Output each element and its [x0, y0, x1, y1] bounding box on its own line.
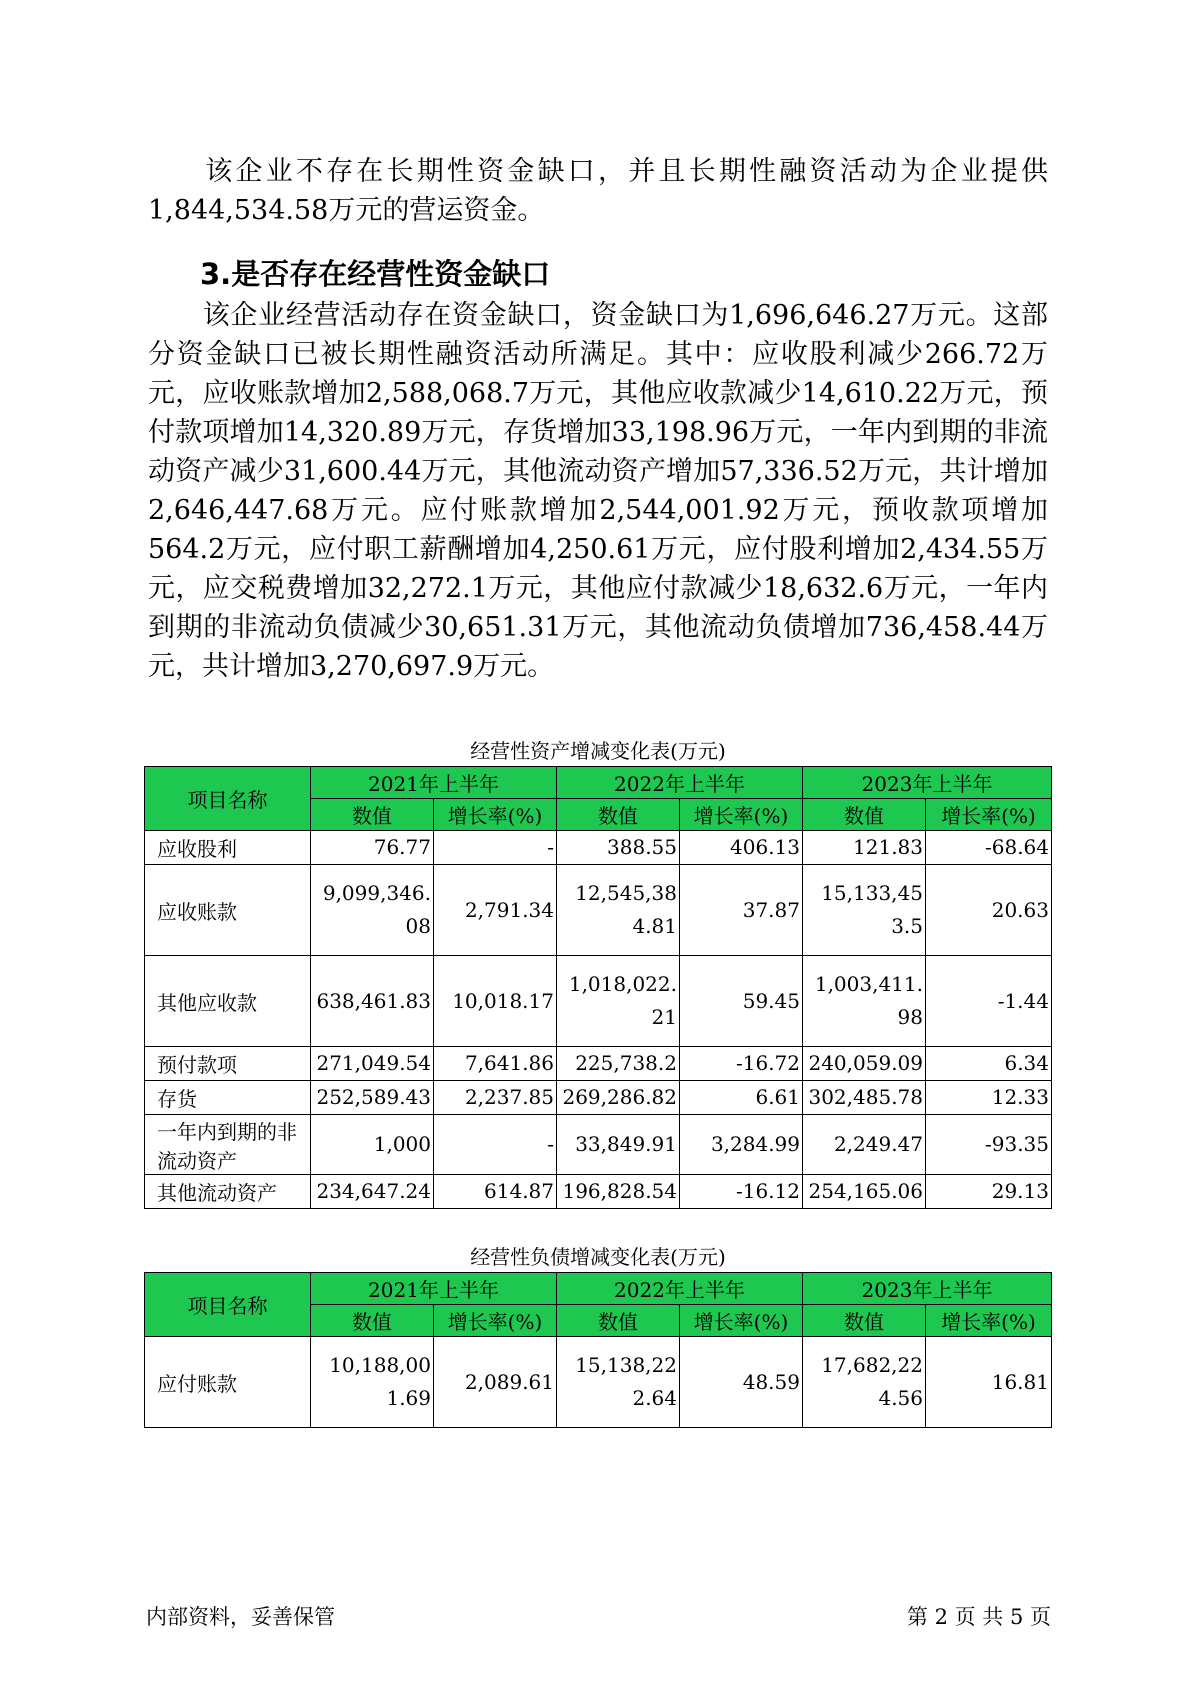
growth-cell: 20.63 — [926, 865, 1052, 956]
footer-confidential: 内部资料，妥善保管 — [146, 1605, 335, 1629]
value-cell: 302,485.78 — [803, 1081, 926, 1115]
growth-cell: 6.34 — [926, 1047, 1052, 1081]
asset-change-table — [144, 766, 1052, 1209]
col-header-value: 数值 — [557, 1305, 680, 1337]
growth-cell: 7,641.86 — [434, 1047, 557, 1081]
growth-cell: 614.87 — [434, 1175, 557, 1209]
col-header-value: 数值 — [557, 799, 680, 831]
growth-cell: -16.72 — [680, 1047, 803, 1081]
value-cell: 76.77 — [311, 831, 434, 865]
value-cell: 17,682,224.56 — [803, 1337, 926, 1428]
value-cell: 271,049.54 — [311, 1047, 434, 1081]
value-cell: 33,849.91 — [557, 1115, 680, 1175]
row-label: 其他应收款 — [145, 956, 311, 1047]
table-row — [145, 865, 1052, 956]
value-cell: 196,828.54 — [557, 1175, 680, 1209]
section-heading: 3.是否存在经营性资金缺口 — [200, 257, 551, 291]
growth-cell: 2,791.34 — [434, 865, 557, 956]
growth-cell: 16.81 — [926, 1337, 1052, 1428]
growth-cell: -1.44 — [926, 956, 1052, 1047]
row-label: 应收账款 — [145, 865, 311, 956]
growth-cell: 6.61 — [680, 1081, 803, 1115]
col-header-value: 数值 — [803, 799, 926, 831]
col-header-value: 数值 — [311, 1305, 434, 1337]
asset-table-caption: 经营性资产增减变化表(万元) — [470, 739, 726, 763]
paragraph-long-term-gap: 该企业不存在长期性资金缺口，并且长期性融资活动为企业提供1,844,534.58万元的营运资金。 — [148, 156, 1048, 226]
growth-cell: 59.45 — [680, 956, 803, 1047]
col-header-2021: 2021年上半年 — [311, 1273, 557, 1305]
col-header-value: 数值 — [803, 1305, 926, 1337]
value-cell: 234,647.24 — [311, 1175, 434, 1209]
table-row — [145, 831, 1052, 865]
liability-table-caption: 经营性负债增减变化表(万元) — [470, 1245, 726, 1269]
value-cell: 638,461.83 — [311, 956, 434, 1047]
value-cell: 15,138,222.64 — [557, 1337, 680, 1428]
value-cell: 388.55 — [557, 831, 680, 865]
growth-cell: -68.64 — [926, 831, 1052, 865]
row-label: 应付账款 — [145, 1337, 311, 1428]
value-cell: 15,133,453.5 — [803, 865, 926, 956]
growth-cell: 3,284.99 — [680, 1115, 803, 1175]
growth-cell: 2,089.61 — [434, 1337, 557, 1428]
growth-cell: 12.33 — [926, 1081, 1052, 1115]
growth-cell: -93.35 — [926, 1115, 1052, 1175]
col-header-growth: 增长率(%) — [434, 1305, 557, 1337]
value-cell: 2,249.47 — [803, 1115, 926, 1175]
row-label: 其他流动资产 — [145, 1175, 311, 1209]
col-header-2022: 2022年上半年 — [557, 767, 803, 799]
value-cell: 254,165.06 — [803, 1175, 926, 1209]
col-header-growth: 增长率(%) — [926, 799, 1052, 831]
growth-cell: 10,018.17 — [434, 956, 557, 1047]
growth-cell: - — [434, 831, 557, 865]
col-header-growth: 增长率(%) — [680, 1305, 803, 1337]
value-cell: 9,099,346.08 — [311, 865, 434, 956]
row-label: 应收股利 — [145, 831, 311, 865]
table-row — [145, 1175, 1052, 1209]
row-label: 一年内到期的非流动资产 — [145, 1115, 311, 1175]
growth-cell: 2,237.85 — [434, 1081, 557, 1115]
col-header-growth: 增长率(%) — [680, 799, 803, 831]
liability-change-table — [144, 1272, 1052, 1428]
table-row — [145, 956, 1052, 1047]
col-header-growth: 增长率(%) — [434, 799, 557, 831]
growth-cell: 29.13 — [926, 1175, 1052, 1209]
value-cell: 1,018,022.21 — [557, 956, 680, 1047]
col-header-2023: 2023年上半年 — [803, 1273, 1052, 1305]
growth-cell: - — [434, 1115, 557, 1175]
col-header-name: 项目名称 — [145, 767, 311, 831]
table-row — [145, 1337, 1052, 1428]
growth-cell: 48.59 — [680, 1337, 803, 1428]
growth-cell: 37.87 — [680, 865, 803, 956]
footer-page-number: 第 2 页 共 5 页 — [906, 1605, 1051, 1629]
row-label: 预付款项 — [145, 1047, 311, 1081]
col-header-name: 项目名称 — [145, 1273, 311, 1337]
value-cell: 1,000 — [311, 1115, 434, 1175]
table-row — [145, 1047, 1052, 1081]
col-header-2021: 2021年上半年 — [311, 767, 557, 799]
table-row — [145, 1081, 1052, 1115]
col-header-2022: 2022年上半年 — [557, 1273, 803, 1305]
col-header-2023: 2023年上半年 — [803, 767, 1052, 799]
value-cell: 225,738.2 — [557, 1047, 680, 1081]
value-cell: 12,545,384.81 — [557, 865, 680, 956]
value-cell: 10,188,001.69 — [311, 1337, 434, 1428]
col-header-value: 数值 — [311, 799, 434, 831]
row-label: 存货 — [145, 1081, 311, 1115]
paragraph-operating-gap: 该企业经营活动存在资金缺口，资金缺口为1,696,646.27万元。这部分资金缺口已被长期性融资活动所满足。其中：应收股利减少266.72万元，应收账款增加2,588,068.7万元，其他应收款减少14,610.22万元，预付款项增加14,320.89万元，存货增加33,198.96万元，一年内到期的非流动资产减少31,600.44万元，其他流动资产增加57,336.52万元，共计增加2,646,447.68万元。应付账款增加2,544,001.92万元，预收款项增加564.2万元，应付职工薪酬增加4,250.61万元，应付股利增加2,434.55万元，应交税费增加32,272.1万元，其他应付款减少18,632.6万元，一年内到期的非流动负债减少30,651.31万元，其他流动负债增加736,458.44万元，共计增加3,270,697.9万元。 — [148, 300, 1048, 682]
value-cell: 269,286.82 — [557, 1081, 680, 1115]
col-header-growth: 增长率(%) — [926, 1305, 1052, 1337]
table-row — [145, 1115, 1052, 1175]
value-cell: 252,589.43 — [311, 1081, 434, 1115]
growth-cell: 406.13 — [680, 831, 803, 865]
value-cell: 121.83 — [803, 831, 926, 865]
value-cell: 1,003,411.98 — [803, 956, 926, 1047]
growth-cell: -16.12 — [680, 1175, 803, 1209]
value-cell: 240,059.09 — [803, 1047, 926, 1081]
